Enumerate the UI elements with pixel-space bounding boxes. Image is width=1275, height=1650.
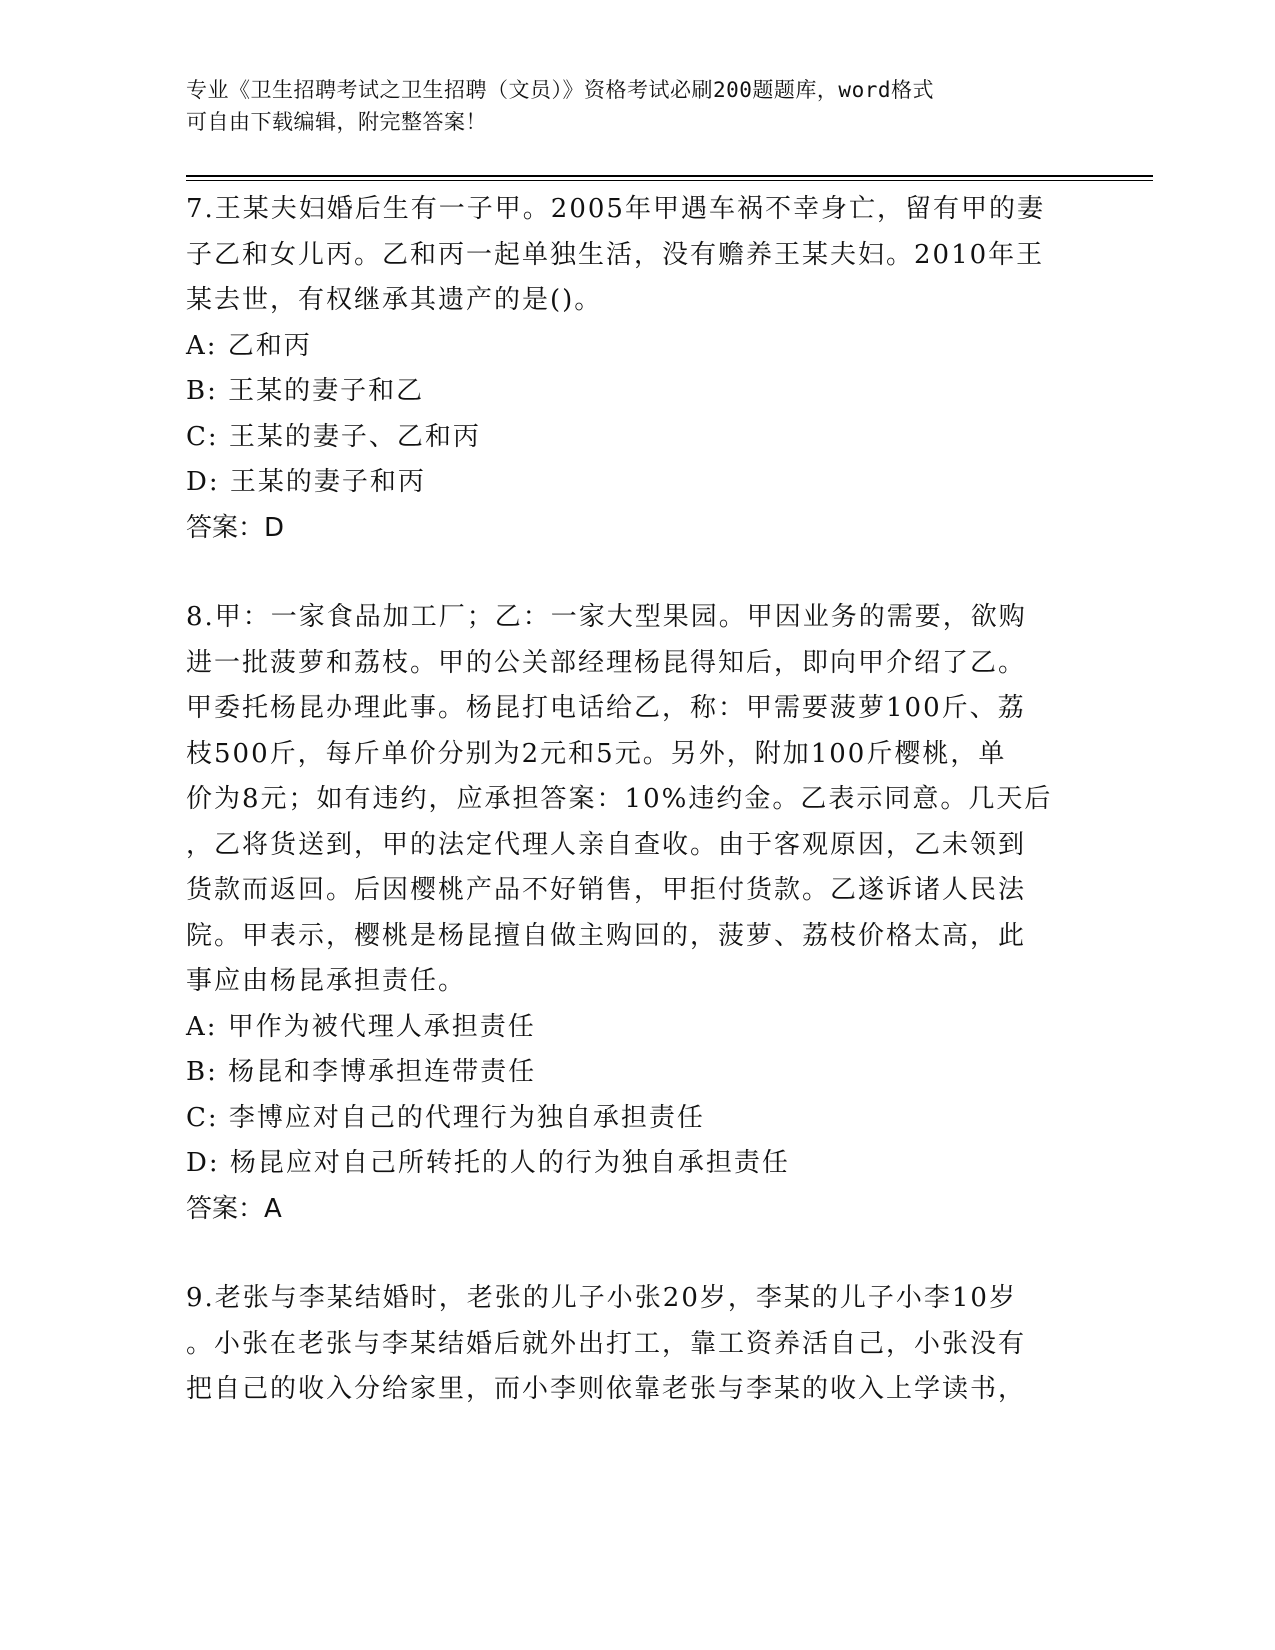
question-7 bbox=[186, 187, 1086, 551]
question-text-line: 9.老张与李某结婚时，老张的儿子小张20岁，李某的儿子小李10岁 bbox=[186, 1283, 1017, 1313]
question-text-line: 院。甲表示，樱桃是杨昆擅自做主购回的，菠萝、荔枝价格太高，此 bbox=[186, 920, 1027, 951]
option-c: C: 李博应对自己的代理行为独自承担责任 bbox=[186, 1102, 705, 1133]
question-text-line: 7.王某夫妇婚后生有一子甲。2005年甲遇车祸不幸身亡，留有甲的妻 bbox=[186, 194, 1045, 224]
header-line-2: 可自由下载编辑，附完整答案！ bbox=[186, 110, 487, 134]
header-divider-thin bbox=[186, 180, 1153, 181]
header-divider-thick bbox=[186, 175, 1153, 177]
option-d: D: 王某的妻子和丙 bbox=[186, 467, 426, 497]
question-text-line: 枝500斤，每斤单价分别为2元和5元。另外，附加100斤樱桃，单 bbox=[186, 738, 1007, 769]
option-c: C: 王某的妻子、乙和丙 bbox=[186, 421, 481, 452]
question-text-line: 。小张在老张与李某结婚后就外出打工，靠工资养活自己，小张没有 bbox=[186, 1328, 1027, 1359]
question-text-line: 子乙和女儿丙。乙和丙一起单独生活，没有赡养王某夫妇。2010年王 bbox=[186, 239, 1045, 270]
answer-label: 答案：A bbox=[186, 1193, 282, 1224]
question-text-line: 把自己的收入分给家里，而小李则依靠老张与李某的收入上学读书， bbox=[186, 1374, 1027, 1404]
question-text-line: ，乙将货送到，甲的法定代理人亲自查收。由于客观原因，乙未领到 bbox=[186, 829, 1027, 860]
question-text-line: 价为8元；如有违约，应承担答案：10%违约金。乙表示同意。几天后 bbox=[186, 784, 1053, 814]
question-8 bbox=[186, 595, 1086, 1232]
question-text-line: 8.甲：一家食品加工厂；乙：一家大型果园。甲因业务的需要，欲购 bbox=[186, 602, 1027, 632]
header-line-1: 专业《卫生招聘考试之卫生招聘（文员）》资格考试必刷200题题库，word格式 bbox=[186, 78, 934, 102]
question-text-line: 事应由杨昆承担责任。 bbox=[186, 966, 467, 996]
question-text-line: 某去世，有权继承其遗产的是()。 bbox=[186, 285, 603, 315]
question-text-line: 甲委托杨昆办理此事。杨昆打电话给乙，称：甲需要菠萝100斤、荔 bbox=[186, 693, 1026, 723]
question-9 bbox=[186, 1276, 1086, 1413]
option-b: B: 王某的妻子和乙 bbox=[186, 376, 425, 406]
question-list bbox=[186, 187, 1086, 1413]
question-text-line: 货款而返回。后因樱桃产品不好销售，甲拒付货款。乙遂诉诸人民法 bbox=[186, 875, 1027, 905]
option-d: D: 杨昆应对自己所转托的人的行为独自承担责任 bbox=[186, 1148, 790, 1178]
answer-label: 答案：D bbox=[186, 512, 285, 543]
option-a: A: 甲作为被代理人承担责任 bbox=[186, 1011, 536, 1042]
question-text-line: 进一批菠萝和荔枝。甲的公关部经理杨昆得知后，即向甲介绍了乙。 bbox=[186, 647, 1027, 678]
page-header bbox=[186, 74, 1066, 138]
option-b: B: 杨昆和李博承担连带责任 bbox=[186, 1057, 537, 1087]
option-a: A: 乙和丙 bbox=[186, 330, 312, 361]
